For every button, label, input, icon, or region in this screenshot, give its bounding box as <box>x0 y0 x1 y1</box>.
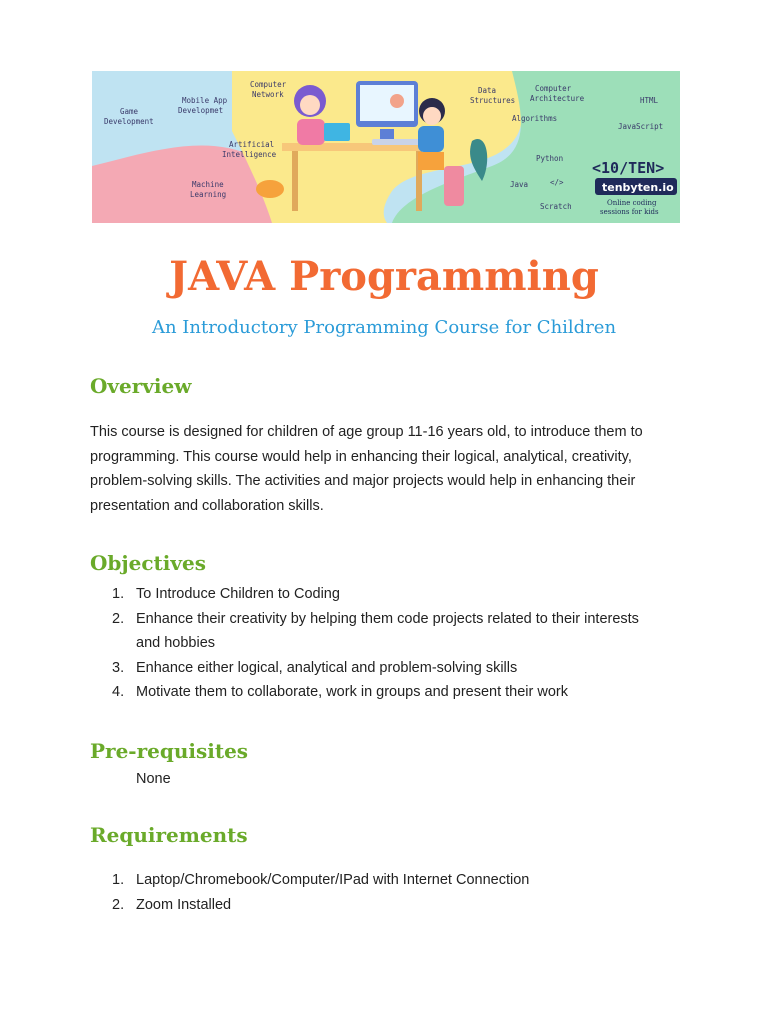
prerequisites-heading: Pre-requisites <box>90 739 249 763</box>
list-item <box>90 656 680 681</box>
list-item <box>90 868 680 893</box>
banner-topic: Scratch <box>540 202 572 211</box>
overview-line: This course is designed for children of age group 11-16 years old, to introduce them to <box>90 424 643 440</box>
banner-topic: Game <box>120 107 139 116</box>
list-item <box>90 893 680 918</box>
brand-url: tenbyten.io <box>602 181 674 194</box>
requirements-list <box>90 868 680 917</box>
list-item <box>90 680 680 705</box>
banner-topic: Algorithms <box>512 114 558 123</box>
prerequisites-text: None <box>136 771 171 787</box>
cat-shape <box>256 180 284 198</box>
overview-line: programming. This course would help in enhancing their logical, analytical, creativity, <box>90 448 632 465</box>
banner-topic: Development <box>104 117 154 126</box>
code-brackets-icon: </> <box>550 178 564 187</box>
list-item-text: Enhance either logical, analytical and problem-solving skills <box>136 659 518 676</box>
requirements-heading: Requirements <box>90 823 248 847</box>
banner-topic: Computer <box>535 84 572 93</box>
list-item <box>90 582 680 607</box>
banner-topic: JavaScript <box>618 122 664 131</box>
course-banner-illustration <box>92 71 680 223</box>
list-item-text: Enhance their creativity by helping them code projects related to their interests <box>136 610 639 627</box>
list-number: 2. <box>112 896 125 913</box>
list-item-text: Laptop/Chromebook/Computer/IPad with Internet Connection <box>136 872 530 888</box>
brand-tagline: Online coding <box>607 199 657 207</box>
banner-topic: Mobile App <box>182 96 228 105</box>
list-number: 1. <box>112 586 125 602</box>
overview-paragraph <box>90 420 680 518</box>
list-number: 2. <box>112 610 125 627</box>
page-title: JAVA Programming <box>169 253 599 300</box>
overview-heading: Overview <box>90 374 192 398</box>
overview-line: problem-solving skills. The activities and major projects would help in enhancing their <box>90 473 636 489</box>
banner-topic: Data <box>478 86 497 95</box>
list-item-text: and hobbies <box>136 635 216 651</box>
list-number: 1. <box>112 872 125 888</box>
list-item-text: To Introduce Children to Coding <box>136 586 340 602</box>
banner-topic: Network <box>252 90 284 99</box>
banner-topic: Intelligence <box>222 150 277 159</box>
overview-line: presentation and collaboration skills. <box>90 497 324 514</box>
banner-topic: Structures <box>470 96 516 105</box>
list-item-text: Zoom Installed <box>136 896 232 913</box>
banner-topic: HTML <box>640 96 659 105</box>
brand-tagline: sessions for kids <box>600 208 659 216</box>
banner-topic: Architecture <box>530 94 585 103</box>
page-subtitle: An Introductory Programming Course for Children <box>151 317 617 338</box>
banner-topic: Python <box>536 154 564 163</box>
list-item <box>90 607 680 656</box>
banner-topic: Machine <box>192 180 224 189</box>
objectives-heading: Objectives <box>90 551 206 575</box>
laptop-shape <box>324 123 350 141</box>
banner-topic: Computer <box>250 80 287 89</box>
list-item-text: Motivate them to collaborate, work in groups and present their work <box>136 684 568 700</box>
list-number: 3. <box>112 659 125 676</box>
banner-topic: Developmet <box>178 106 224 115</box>
banner-topic: Java <box>510 180 529 189</box>
brand-logo-mark: <10/TEN> <box>592 159 665 177</box>
objectives-list <box>90 582 680 705</box>
list-number: 4. <box>112 684 125 700</box>
chair-shape <box>444 166 464 206</box>
banner-topic: Learning <box>190 190 227 199</box>
banner-topic: Artificial <box>229 140 275 149</box>
